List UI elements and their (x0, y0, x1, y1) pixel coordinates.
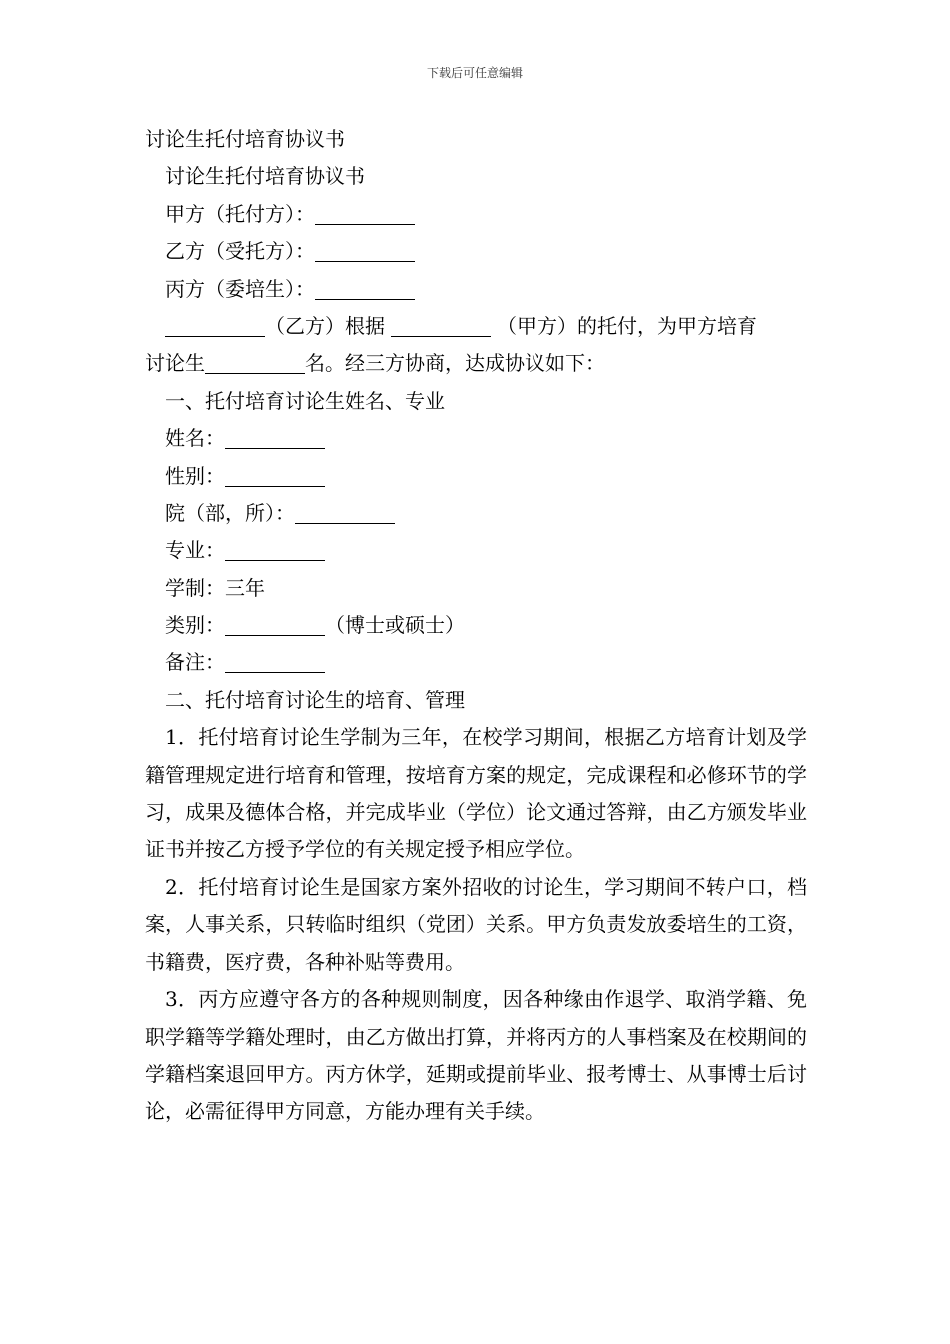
gender-line (145, 458, 807, 495)
section1-heading: 一、托付培育讨论生姓名、专业 (165, 388, 445, 413)
duration-line: 学制：三年 (165, 575, 265, 600)
name-blank[interactable] (225, 426, 325, 449)
party-c-label: 丙方（委培生）： (165, 276, 315, 301)
intro-text-1: （乙方）根据 (265, 313, 385, 338)
clause-1: 1．托付培育讨论生学制为三年，在校学习期间，根据乙方培育计划及学籍管理规定进行培育和管理，按培育方案的规定，完成课程和必修环节的学习，成果及德体合格，并完成毕业（学位）论文通过答辩，由乙方颁发毕业证书并按乙方授予学位的有关规定授予相应学位。 (145, 725, 807, 862)
major-label: 专业： (165, 538, 225, 563)
remark-blank[interactable] (225, 650, 325, 673)
clause-3: 3．丙方应遵守各方的各种规则制度，因各种缘由作退学、取消学籍、免职学籍等学籍处理时，由乙方做出打算，并将丙方的人事档案及在校期间的学籍档案退回甲方。丙方休学，延期或提前毕业、报考博士、从事博士后讨论，必需征得甲方同意，方能办理有关手续。 (145, 987, 807, 1124)
remark-label: 备注： (165, 650, 225, 675)
party-a-line (145, 196, 807, 233)
document-subtitle: 讨论生托付培育协议书 (165, 164, 365, 189)
page-header-note: 下载后可任意编辑 (426, 66, 523, 80)
intro-text-4: 名。经三方协商，达成协议如下： (305, 351, 605, 376)
section2-heading: 二、托付培育讨论生的培育、管理 (165, 687, 465, 712)
dept-blank[interactable] (295, 501, 395, 524)
name-label: 姓名： (165, 426, 225, 451)
major-line (145, 532, 807, 569)
party-b-line (145, 233, 807, 270)
category-blank[interactable] (225, 613, 325, 636)
document-title: 讨论生托付培育协议书 (145, 127, 345, 151)
intro-line-2 (145, 345, 807, 382)
party-b-label: 乙方（受托方）： (165, 239, 315, 264)
dept-label: 院（部，所）： (165, 500, 295, 525)
name-line (145, 420, 807, 457)
party-b-blank[interactable] (315, 239, 415, 262)
dept-line (145, 495, 807, 532)
document-body (145, 121, 807, 1131)
category-note: （博士或硕士） (325, 613, 465, 638)
major-blank[interactable] (225, 538, 325, 561)
clause-2: 2．托付培育讨论生是国家方案外招收的讨论生，学习期间不转户口，档案，人事关系，只转临时组织（党团）关系。甲方负责发放委培生的工资，书籍费，医疗费，各种补贴等费用。 (145, 874, 807, 974)
category-label: 类别： (165, 613, 225, 638)
party-c-blank[interactable] (315, 277, 415, 300)
intro-text-3: 讨论生 (145, 351, 205, 376)
remark-line (145, 644, 807, 681)
intro-count-blank[interactable] (205, 351, 305, 374)
intro-line-1 (145, 308, 807, 345)
category-line (145, 607, 807, 644)
party-a-label: 甲方（托付方）： (165, 201, 315, 226)
gender-blank[interactable] (225, 464, 325, 487)
intro-trustee-blank[interactable] (165, 314, 265, 337)
intro-trustor-blank[interactable] (391, 314, 491, 337)
party-a-blank[interactable] (315, 202, 415, 225)
intro-text-2: （甲方）的托付，为甲方培育 (497, 313, 757, 338)
gender-label: 性别： (165, 463, 225, 488)
party-c-line (145, 271, 807, 308)
